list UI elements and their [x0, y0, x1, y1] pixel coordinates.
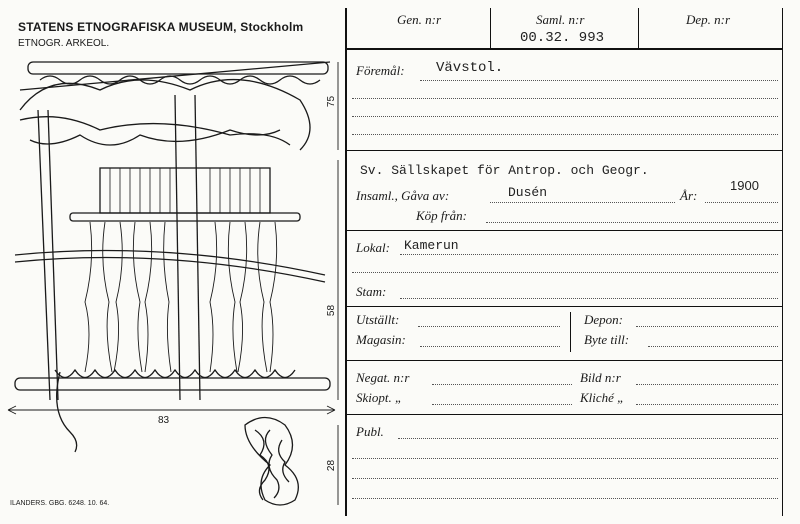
insaml-line — [490, 202, 675, 203]
foremal-line-3 — [352, 116, 778, 117]
section-rule-4 — [345, 360, 783, 361]
publ-label: Publ. — [356, 424, 384, 439]
ar-label: År: — [680, 188, 698, 203]
publ-line-3 — [352, 478, 778, 479]
header-divider-1 — [490, 8, 491, 48]
foremal-line-1 — [420, 80, 778, 81]
insaml-value: Dusén — [508, 185, 548, 200]
kop-line — [486, 222, 778, 223]
foremal-value: Vävstol. — [436, 60, 504, 76]
lokal-line-1 — [400, 254, 778, 255]
department-label: ETNOGR. ARKEOL. — [18, 38, 110, 49]
bild-line — [636, 384, 778, 385]
lokal-label: Lokal: — [356, 240, 390, 255]
magasin-label: Magasin: — [356, 332, 406, 347]
stam-line — [400, 298, 778, 299]
gen-nr-label: Gen. n:r — [397, 12, 442, 27]
dimension-width: 83 — [158, 415, 170, 426]
skiopt-label: Skiopt. „ — [356, 390, 403, 405]
kliche-line — [636, 404, 778, 405]
ar-value: 1900 — [730, 178, 759, 193]
utstallt-divider — [570, 312, 571, 352]
negat-line — [432, 384, 572, 385]
museum-header: STATENS ETNOGRAFISKA MUSEUM, Stockholm — [18, 20, 304, 34]
printer-mark: ILANDERS. GBG. 6248. 10. 64. — [10, 500, 110, 507]
section-rule-5 — [345, 414, 783, 415]
dimension-bundle-height: 28 — [326, 459, 338, 472]
publ-line-4 — [352, 498, 778, 499]
byte-label: Byte till: — [584, 332, 630, 347]
kliche-label: Kliché „ — [580, 390, 625, 405]
header-divider-2 — [638, 8, 639, 48]
header-rule — [345, 48, 783, 50]
ar-line — [705, 202, 778, 203]
saml-nr-value: 00.32. 993 — [520, 30, 605, 46]
depon-label: Depon: — [584, 312, 623, 327]
foremal-line-4 — [352, 134, 778, 135]
lokal-value: Kamerun — [404, 238, 459, 253]
bild-label: Bild n:r — [580, 370, 621, 385]
publ-line-2 — [352, 458, 778, 459]
magasin-line — [420, 346, 560, 347]
form-right-border — [782, 8, 783, 516]
utstallt-line — [418, 326, 560, 327]
byte-line — [648, 346, 778, 347]
insaml-label: Insaml., Gåva av: — [356, 188, 450, 203]
section-rule-1 — [345, 150, 783, 151]
lokal-line-2 — [352, 272, 778, 273]
saml-nr-label: Saml. n:r — [536, 12, 585, 27]
dimension-mid-height: 58 — [326, 304, 338, 317]
foremal-label: Föremål: — [356, 63, 405, 78]
negat-label: Negat. n:r — [356, 370, 410, 385]
loom-drawing — [0, 0, 345, 524]
skiopt-line — [432, 404, 572, 405]
kop-label: Köp från: — [416, 208, 467, 223]
utstallt-label: Utställt: — [356, 312, 400, 327]
form-left-border — [345, 8, 347, 516]
donor-line: Sv. Sällskapet för Antrop. och Geogr. — [360, 163, 649, 178]
foremal-line-2 — [352, 98, 778, 99]
section-rule-3 — [345, 306, 783, 307]
section-rule-2 — [345, 230, 783, 231]
dimension-top-height: 75 — [326, 95, 338, 108]
publ-line-1 — [398, 438, 778, 439]
stam-label: Stam: — [356, 284, 387, 299]
dep-nr-label: Dep. n:r — [686, 12, 731, 27]
depon-line — [636, 326, 778, 327]
